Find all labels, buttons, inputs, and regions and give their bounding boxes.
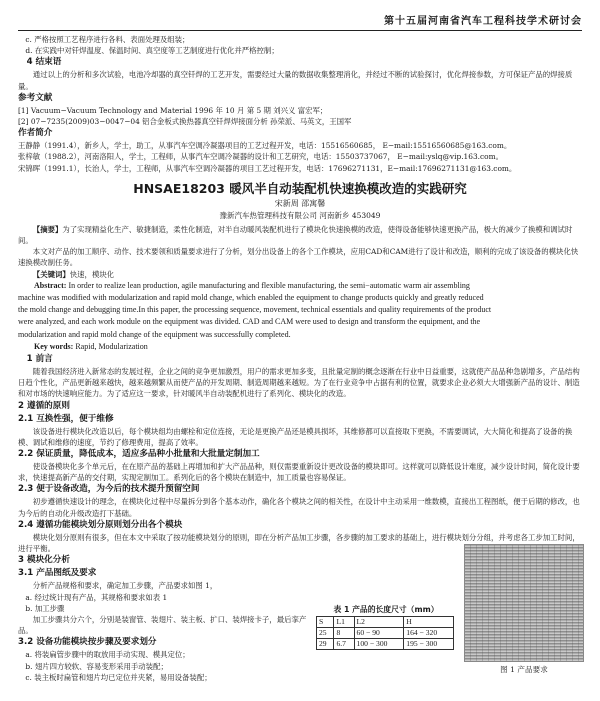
- references-title: 参考文献: [18, 92, 53, 103]
- product-photo: [464, 544, 584, 662]
- abstract-label: 【摘要】: [32, 224, 63, 234]
- section-3-2-title: 3.2 设备功能模块按步骤及要求划分: [18, 637, 157, 648]
- section-3-1-c: 加工步骤共分六个，分别是装窗管、装翅片、装主板、扩口、装焊接卡子，最后挛产品。: [18, 614, 307, 636]
- section-2-4-title: 2.4 遵循功能模块划分原则划分出各个模块: [18, 519, 183, 530]
- table-cell: 29: [317, 639, 334, 650]
- prev-article-end: [18, 34, 582, 174]
- section-4-body: 通过以上的分析和多次试验，电池冷却器的真空钎焊的工艺开发，需要经过大量的数据收集整理消化，并经过不断的试验探讨，优化焊接参数，方可保证产品的焊接质量。: [18, 70, 573, 91]
- table-cell: 6.7: [334, 639, 354, 650]
- table-cell: 8: [334, 628, 354, 639]
- running-header: 第十五届河南省汽车工程科技学术研讨会: [18, 0, 582, 31]
- list-item-d: d. 在实践中对钎焊温度、保温时间、真空度等工艺制度进行优化并严格控制；: [25, 46, 279, 56]
- abstract-en-label: Abstract:: [34, 280, 67, 290]
- author-bio-3: 宋锦晖（1991.1），长治人，学士，工程师，从事汽车空调冷凝器的项目工艺过程开发，电话：17696271131，E−mail:17696271131@163.com。: [18, 163, 517, 173]
- abstract-en-5: modularization and rapid mold change of the equipment was successfully completed.: [18, 329, 291, 339]
- article-title: HNSAE18203 暖风半自动装配机快速换模改造的实践研究: [133, 180, 467, 196]
- section-3-1-body: 分析产品规格和要求，确定加工步骤，产品要求如图 1，: [32, 581, 218, 591]
- section-3-2-column: [18, 649, 458, 683]
- table-cell: 60 − 90: [354, 628, 404, 639]
- abstract-en-3: the mold change and debugging time.In this paper, the processing sequence, movement, technical essentials and quality requirements of the product: [18, 305, 492, 315]
- article-affiliation: 豫新汽车热管理科技有限公司 河南新乡 453049: [219, 210, 381, 220]
- article-authors: 宋新周 邵寓馨: [274, 198, 326, 208]
- list-item-c: c. 严格按照工艺程序进行各料、表面处理及组装；: [25, 35, 190, 44]
- section-3-1-title: 3.1 产品图纸及要求: [18, 568, 97, 579]
- table-row: [317, 628, 454, 639]
- section-2-2-body: 使设备模块化多个单元后，在在原产品的基础上再增加和扩大产品品种，则仅需要重新设计更改设备的模块即可。这样就可以降低设计难度，减少设计时间，简化设计要求，快速提高新产品的交付期，实现定制加工。系列化后的各个模块在制造中，加工质量也容易保证。: [18, 462, 580, 483]
- table-header-cell: S: [317, 617, 334, 628]
- abstract-en-block: [18, 280, 582, 353]
- table-header-cell: L2: [354, 617, 404, 628]
- abstract-en-1: In order to realize lean production, agile manufacturing and flexible manufacturing, the semi−automatic warm air assembling: [68, 280, 470, 290]
- table-1-caption: 表 1 产品的长度尺寸（mm）: [333, 605, 439, 614]
- table-cell: 100 − 300: [354, 639, 404, 650]
- table-row: [317, 639, 454, 650]
- table-header-cell: H: [404, 617, 454, 628]
- abstract-cn-2: 本文对产品的加工顺序、动作、技术要领和质量要求进行了分析，划分出设备上的各个工作模块，应用CAD和CAM进行了设计和改造，顺利的完成了该设备的模块化快速换模改制任务。: [18, 247, 579, 268]
- abstract-cn: 为了实现精益化生产、敏捷制造，柔性化制造，对半自动暖风装配机进行了模块化快速换模的改造，使得设备能够快速更换产品，极大的减少了换模和调试时间。: [18, 224, 573, 246]
- table-cell: 195 − 300: [404, 639, 454, 650]
- section-3-1-a: a. 经过统计现有产品，其规格和要求如表 1: [25, 592, 168, 602]
- section-3-2-a: a. 将装扁管步骤中的取放用手动实现、模具定位；: [25, 650, 190, 660]
- section-3-1-b: b. 加工步骤: [25, 603, 65, 613]
- section-4-title: 4 结束语: [26, 57, 62, 68]
- section-3-1-column: [18, 580, 314, 636]
- section-2-1-body: 该设备进行模块化改造以后，每个模块组均由螺栓和定位连接，无论是更换产品还是模具损坏，其维修都可以直接取下更换，不需要调试，大大简化和提高了设备的换模、调试和维修的速度，节约了修理费用，提高了效率。: [18, 426, 573, 447]
- keywords-cn: 快速，模块化: [69, 269, 115, 279]
- table-header-row: [317, 617, 454, 628]
- section-2-2-title: 2.2 保证质量，降低成本，适应多品种小批量和大批量定制加工: [18, 449, 260, 460]
- table-1: [316, 616, 454, 650]
- abstract-block: [18, 224, 582, 280]
- figure-1-caption: 图 1 产品要求: [500, 665, 548, 674]
- reference-1: [1] Vacuum−Vacuum Technology and Material 1996 年 10 月 第 5 期 刘兴义 富宏军；: [18, 105, 328, 115]
- section-2-1-title: 2.1 互换性强，便于维修: [18, 413, 114, 424]
- author-bio-2: 张梓敏（1988.2），河南洛阳人，学士，工程师，从事汽车空调冷凝器的设计和工艺研究，电话：15503737067， E−mail:yslq@vip.163.com。: [18, 152, 503, 162]
- reference-2: [2] 07−7235(2009)03−0047−04 铝合金板式换热器真空钎焊焊接面分析 孙荣派、马英文，王国军: [18, 117, 352, 127]
- keywords-en-label: Key words:: [34, 341, 74, 351]
- author-bio-1: 王静静（1991.4），新乡人，学士，助工，从事汽车空调冷凝器项目的工艺过程开发，电话：15516560685， E−mail:15516560685@163.com。: [18, 141, 512, 151]
- section-2-3-body: 初步遵循快速设计的理念，在模块化过程中尽量拆分到各个基本动作，确化各个模块之间的相关性，在设计中主动采用一维数模，直接出工程图纸，便于后期的修改，也为今后的自动化升级改造打下基础。: [18, 497, 580, 518]
- table-cell: 164 − 320: [404, 628, 454, 639]
- table-1-block: [316, 604, 456, 650]
- section-3-2-c: c. 装主板时扁管和翅片均已定位并夹紧，易用设备装配；: [25, 672, 212, 682]
- section-2-4-body: 模块化划分原则有很多，但在本文中采取了按功能模块划分的原则，即在分析产品加工步骤，各步骤的加工要求的基础上，进行模块划分分组，并考虑各工步加工时间，进行平衡。: [18, 532, 580, 554]
- section-1-body: 随着我国经济进入新常态的发展过程，企业之间的竞争更加激烈，用户的需求更加多变，且批量定制的概念逐渐在行业中日益重要，这就使产品品种急剧增多，产品结构日趋个性化，产品更新越来越快，越来越频繁从而使产品的开发周期、制造周期越来越短。为了在行业竞争中占据有利的位置，就要求企业必须大大增强新产品的设计、制造和对市场的快速响应能力。为了适应这一要求，针对暖风半自动装配机进行了系列化、模块化的改造。: [18, 367, 580, 399]
- section-3-title: 3 模块化分析: [18, 555, 70, 566]
- keywords-label: 【关键词】: [32, 269, 70, 279]
- section-3-2-b: b. 翅片四方较软、容易变形采用手动装配；: [25, 661, 168, 671]
- keywords-en: Rapid, Modularization: [75, 341, 148, 351]
- section-2-3-title: 2.3 便于设备改造，为今后的技术提升预留空间: [18, 484, 200, 495]
- table-header-cell: L1: [334, 617, 354, 628]
- author-bio-title: 作者简介: [18, 128, 53, 139]
- figure-1-block: [464, 544, 589, 675]
- section-2-title: 2 遵循的原则: [18, 400, 70, 411]
- abstract-en-2: machine was modified with modularization and rapid mold change, which enabled the equipment to change products quickly and greatly reduced: [18, 293, 484, 303]
- abstract-en-4: were analyzed, and each work module on the equipment was divided. CAD and CAM were used to design and transform the equipment, and the: [18, 317, 481, 327]
- table-cell: 25: [317, 628, 334, 639]
- section-1-title: 1 前言: [26, 354, 53, 365]
